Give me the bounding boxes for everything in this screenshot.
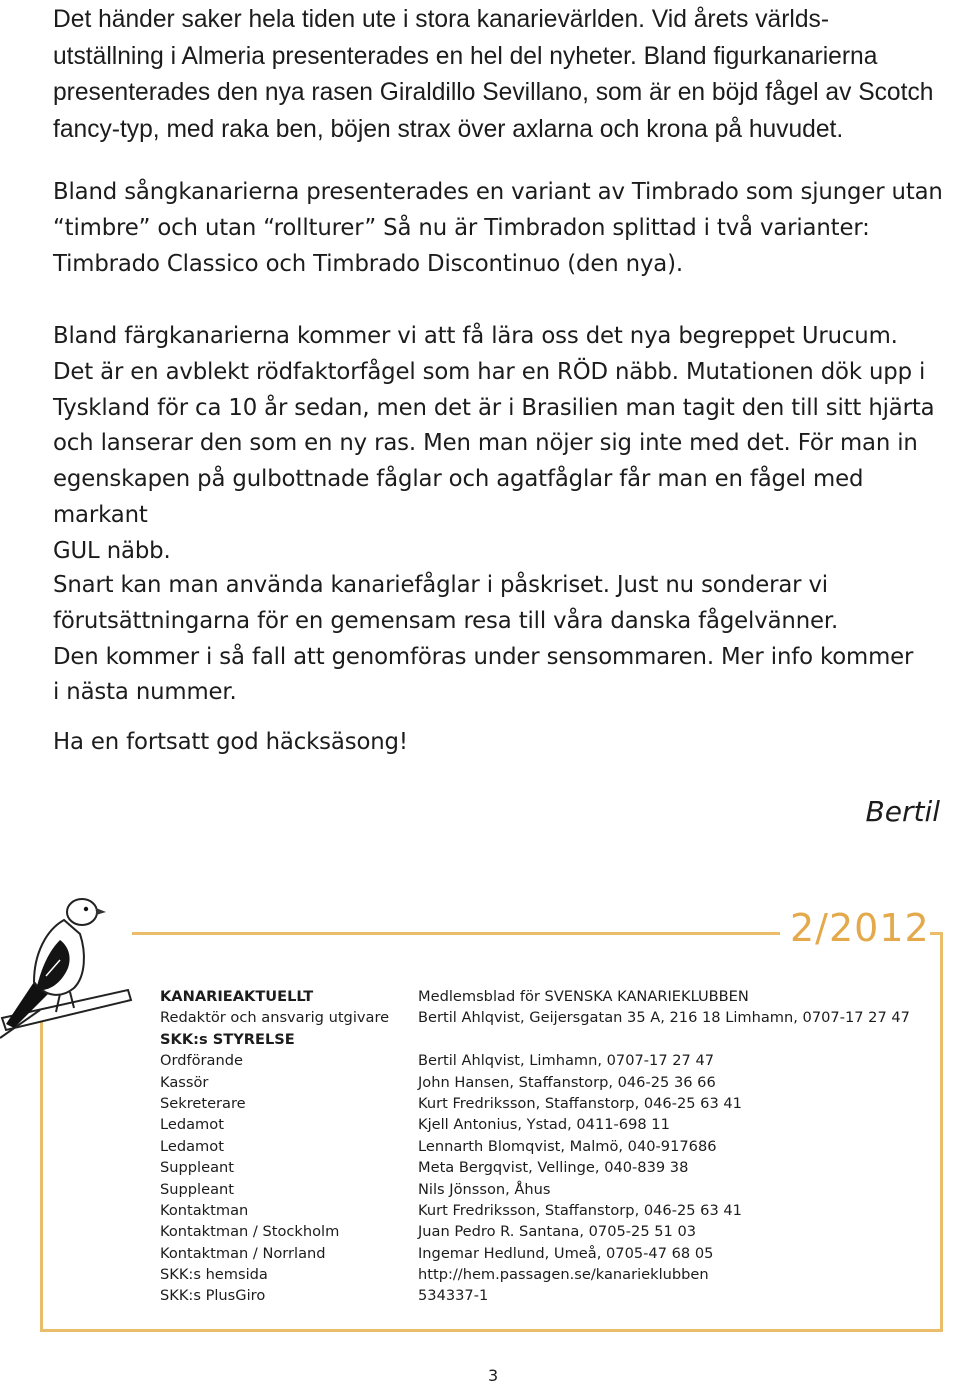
text-line: fancy-typ, med raka ben, böjen strax över axlarna och krona på huvudet. [53, 115, 844, 143]
frame-right [940, 932, 943, 1332]
frame-bottom [40, 1329, 943, 1332]
masthead-row [160, 1221, 920, 1242]
masthead-value: Ingemar Hedlund, Umeå, 0705-47 68 05 [418, 1244, 714, 1262]
masthead-value: Lennarth Blomqvist, Malmö, 040-917686 [418, 1137, 717, 1155]
masthead-row [160, 1285, 920, 1306]
text-line: Bland färgkanarierna kommer vi att få lära oss det nya begreppet Urucum. [53, 323, 898, 349]
text-line: Den kommer i så fall att genomföras under sensommaren. Mer info kommer [53, 643, 914, 670]
text-line: utställning i Almeria presenterades en hel del nyheter. Bland figurkanarierna [53, 42, 878, 70]
homepage-link[interactable]: http://hem.passagen.se/kanarieklubben [418, 1266, 709, 1284]
text-line: Det är en avblekt rödfaktorfågel som har en RÖD näbb. Mutationen dök upp i [53, 358, 926, 385]
frame-left [40, 1020, 43, 1332]
masthead-row [160, 1093, 920, 1114]
masthead-value: Kurt Fredriksson, Staffanstorp, 046-25 63 41 [418, 1201, 742, 1219]
paragraph-colour-canaries [53, 319, 943, 570]
page-number: 3 [488, 1366, 499, 1385]
masthead-label: Kontaktman [160, 1201, 249, 1219]
masthead-label: Ordförande [160, 1052, 243, 1070]
text-line: Snart kan man använda kanariefåglar i påskriset. Just nu sonderar vi [53, 572, 828, 598]
signature: Bertil [865, 795, 940, 828]
masthead-label: Ledamot [160, 1116, 224, 1134]
masthead-row [160, 1200, 920, 1221]
text-line: “timbre” och utan “rollturer” Så nu är Timbradon splittad i två varianter: [53, 214, 870, 241]
masthead-row [160, 1050, 920, 1071]
text-line: egenskapen på gulbottnade fåglar och agatfåglar får man en fågel med markant [53, 466, 864, 528]
text-line: Bland sångkanarierna presenterades en variant av Timbrado som sjunger utan [53, 179, 943, 205]
paragraph-easter [53, 568, 943, 711]
masthead-row [160, 1179, 920, 1200]
masthead-row [160, 1114, 920, 1135]
issue-number: 2/2012 [790, 906, 930, 950]
paragraph-closing [53, 725, 943, 761]
masthead-value: Juan Pedro R. Santana, 0705-25 51 03 [418, 1223, 697, 1241]
masthead-value: Bertil Ahlqvist, Limhamn, 0707-17 27 47 [418, 1052, 715, 1070]
text-line: GUL näbb. [53, 537, 171, 564]
masthead-label: Suppleant [160, 1159, 234, 1177]
masthead-label: Kontaktman / Norrland [160, 1244, 326, 1262]
masthead-label: SKK:s STYRELSE [160, 1030, 295, 1048]
text-line: Tyskland för ca 10 år sedan, men det är i Brasilien man tagit den till sitt hjärta [53, 394, 935, 421]
paragraph-song-canaries [53, 175, 943, 282]
masthead-value: Bertil Ahlqvist, Geijersgatan 35 A, 216 18 Limhamn, 0707-17 27 47 [418, 1009, 910, 1027]
text-line: Timbrado Classico och Timbrado Discontinuo (den nya). [53, 250, 683, 277]
masthead-value: Meta Bergqvist, Vellinge, 040-839 38 [418, 1159, 689, 1177]
masthead-label: Sekreterare [160, 1094, 246, 1112]
masthead-value: Medlemsblad för SVENSKA KANARIEKLUBBEN [418, 988, 749, 1005]
frame-top-left [132, 932, 780, 935]
masthead-label: Suppleant [160, 1180, 234, 1198]
paragraph-intro [53, 2, 943, 148]
text-line: förutsättningarna för en gemensam resa till våra danska fågelvänner. [53, 607, 839, 634]
masthead-value: John Hansen, Staffanstorp, 046-25 36 66 [418, 1073, 716, 1091]
masthead-label: SKK:s PlusGiro [160, 1287, 266, 1305]
masthead-row [160, 986, 920, 1007]
masthead-label: Ledamot [160, 1137, 224, 1155]
text-line: Det händer saker hela tiden ute i stora kanarievärlden. Vid årets världs- [53, 6, 830, 33]
canary-illustration [0, 890, 135, 1040]
masthead-row [160, 1136, 920, 1157]
masthead-label: KANARIEAKTUELLT [160, 988, 314, 1005]
masthead-label: Kontaktman / Stockholm [160, 1223, 340, 1241]
masthead-label: SKK:s hemsida [160, 1266, 268, 1284]
masthead-value: 534337-1 [418, 1287, 489, 1305]
text-line: Ha en fortsatt god häcksäsong! [53, 729, 408, 755]
text-line: i nästa nummer. [53, 679, 237, 706]
masthead-row [160, 1029, 920, 1050]
masthead-value: Kjell Antonius, Ystad, 0411-698 11 [418, 1116, 670, 1134]
masthead-value: Nils Jönsson, Åhus [418, 1180, 551, 1198]
masthead-label: Kassör [160, 1073, 209, 1091]
masthead-row [160, 1243, 920, 1264]
masthead-table [160, 986, 920, 1307]
masthead-row [160, 1072, 920, 1093]
masthead-value: Kurt Fredriksson, Staffanstorp, 046-25 63 41 [418, 1094, 742, 1112]
masthead-label: Redaktör och ansvarig utgivare [160, 1009, 390, 1027]
text-line: och lanserar den som en ny ras. Men man nöjer sig inte med det. För man in [53, 430, 918, 457]
masthead-row [160, 1264, 920, 1285]
text-line: presenterades den nya rasen Giraldillo Sevillano, som är en böjd fågel av Scotch [53, 79, 934, 106]
masthead-row [160, 1007, 920, 1028]
masthead-row [160, 1157, 920, 1178]
